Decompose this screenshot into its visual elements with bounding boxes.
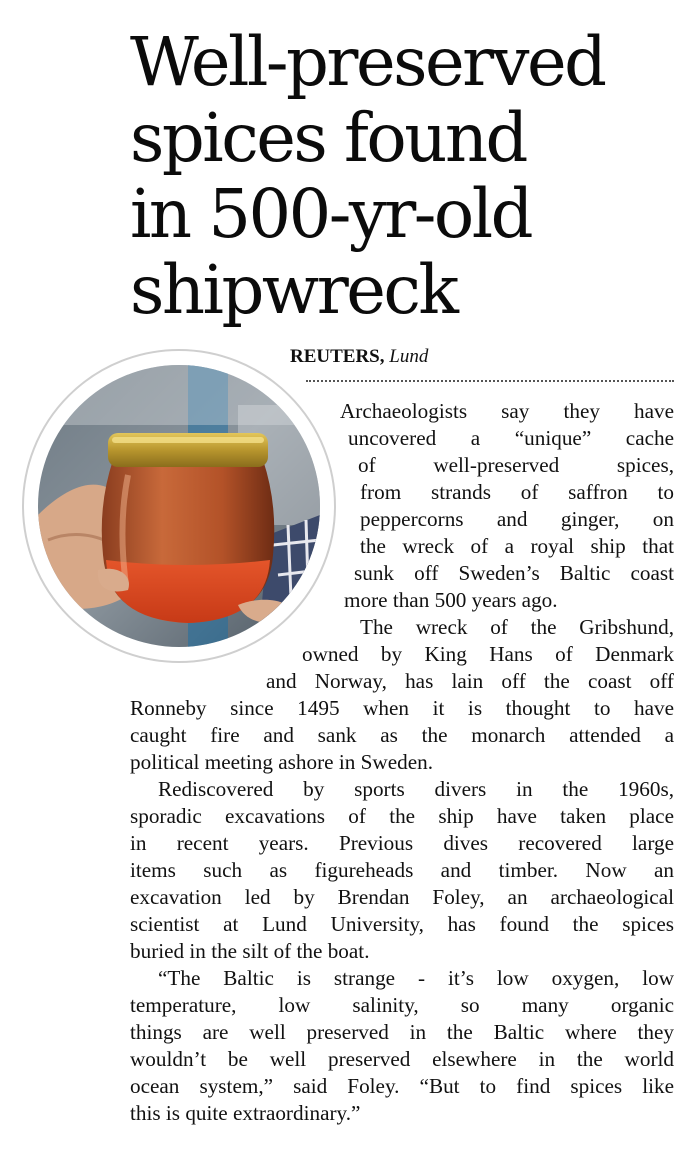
- body-line: uncovered a “unique” cache: [348, 426, 674, 450]
- body-line: temperature, low salinity, so many organic: [130, 993, 674, 1017]
- body-line: Rediscovered by sports divers in the 1960s,: [158, 777, 674, 801]
- body-line: The wreck of the Gribshund,: [360, 615, 674, 639]
- paragraph: [130, 911, 674, 938]
- paragraph: [360, 533, 674, 560]
- paragraph: [302, 641, 674, 668]
- body-line: things are well preserved in the Baltic where they: [130, 1020, 674, 1044]
- paragraph: [130, 830, 674, 857]
- paragraph: [360, 614, 674, 641]
- paragraph: [130, 1019, 674, 1046]
- headline-line: in 500-yr-old: [130, 175, 532, 253]
- body-line: of well-preserved spices,: [358, 453, 674, 477]
- body-line: in recent years. Previous dives recovered large: [130, 831, 674, 855]
- paragraph: [358, 452, 674, 479]
- paragraph: [158, 965, 674, 992]
- paragraph: [130, 884, 674, 911]
- paragraph: [344, 587, 674, 614]
- article-body: [130, 398, 674, 1127]
- body-line: ocean system,” said Foley. “But to find spices like: [130, 1074, 674, 1098]
- body-line: Ronneby since 1495 when it is thought to have: [130, 696, 674, 720]
- dateline-agency: REUTERS,: [290, 346, 385, 367]
- paragraph: [354, 560, 674, 587]
- headline-line: shipwreck: [130, 251, 457, 329]
- headline-line: Well-preserved: [130, 23, 605, 101]
- body-line: scientist at Lund University, has found the spices: [130, 912, 674, 936]
- body-line: excavation led by Brendan Foley, an archaeological: [130, 885, 674, 909]
- headline: [130, 24, 680, 328]
- paragraph: [130, 1100, 674, 1127]
- paragraph: [360, 479, 674, 506]
- paragraph: [130, 803, 674, 830]
- body-line: items such as figureheads and timber. Now an: [130, 858, 674, 882]
- body-line: sunk off Sweden’s Baltic coast: [354, 561, 674, 585]
- body-line: political meeting ashore in Sweden.: [130, 750, 434, 774]
- paragraph: [348, 425, 674, 452]
- body-line: Archaeologists say they have: [340, 399, 674, 423]
- body-line: from strands of saffron to: [360, 480, 674, 504]
- dotted-divider: [306, 380, 674, 382]
- paragraph: [130, 938, 674, 965]
- body-line: wouldn’t be well preserved elsewhere in the world: [130, 1047, 674, 1071]
- paragraph: [130, 695, 674, 722]
- body-line: more than 500 years ago.: [344, 588, 558, 612]
- body-line: caught fire and sank as the monarch attended a: [130, 723, 674, 747]
- paragraph: [158, 776, 674, 803]
- paragraph: [130, 1046, 674, 1073]
- body-line: buried in the silt of the boat.: [130, 939, 370, 963]
- body-line: this is quite extraordinary.”: [130, 1101, 361, 1125]
- body-line: the wreck of a royal ship that: [360, 534, 674, 558]
- body-line: “The Baltic is strange - it’s low oxygen, low: [158, 966, 674, 990]
- body-line: and Norway, has lain off the coast off: [266, 669, 674, 693]
- paragraph: [266, 668, 674, 695]
- paragraph: [130, 722, 674, 749]
- paragraph: [130, 857, 674, 884]
- body-line: peppercorns and ginger, on: [360, 507, 674, 531]
- body-line: sporadic excavations of the ship have taken place: [130, 804, 674, 828]
- headline-line: spices found: [130, 99, 526, 177]
- paragraph: [130, 992, 674, 1019]
- paragraph: [130, 749, 674, 776]
- paragraph: [340, 398, 674, 425]
- paragraph: [360, 506, 674, 533]
- dateline-place: Lund: [389, 346, 429, 367]
- body-line: owned by King Hans of Denmark: [302, 642, 674, 666]
- paragraph: [130, 1073, 674, 1100]
